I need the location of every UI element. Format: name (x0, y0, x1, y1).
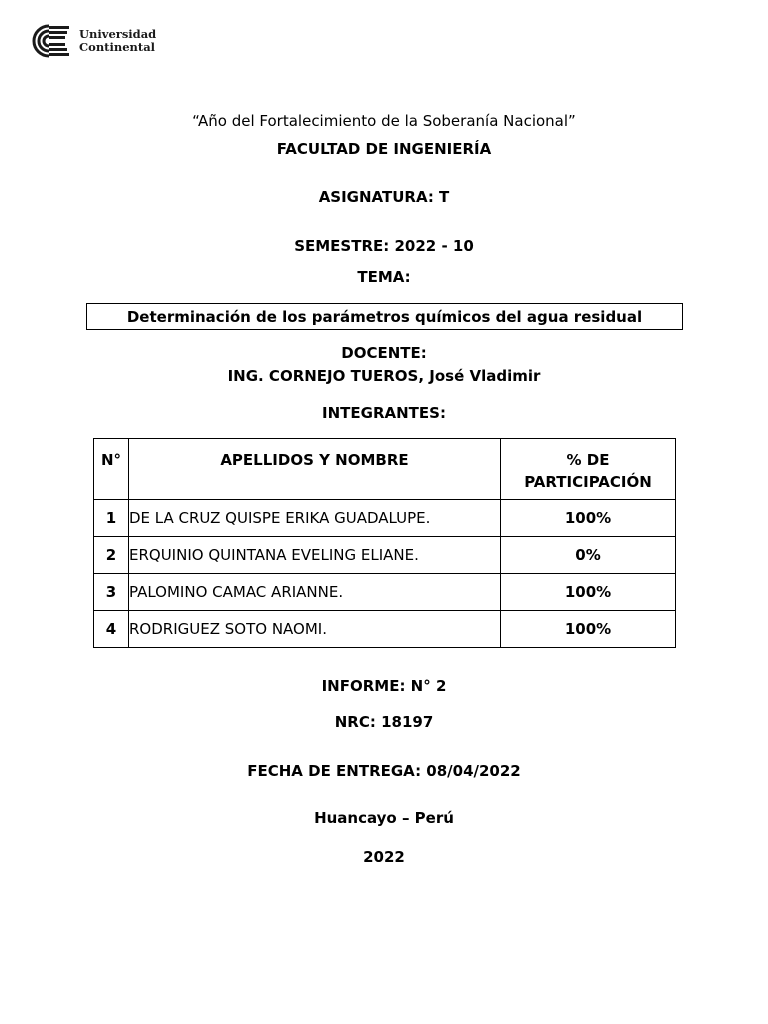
year-line: 2022 (363, 848, 405, 866)
member-name: DE LA CRUZ QUISPE ERIKA GUADALUPE. (129, 500, 501, 537)
column-header-participation-line1: % DE (566, 451, 610, 469)
report-number: INFORME: N° 2 (321, 677, 447, 695)
members-table (93, 438, 676, 648)
logo-line-1: Universidad (79, 27, 157, 41)
teacher-label: DOCENTE: (341, 344, 427, 362)
column-header-participation (501, 439, 676, 500)
topic-title: Determinación de los parámetros químicos del agua residual (126, 307, 643, 326)
logo-line-2: Continental (79, 40, 156, 54)
member-name: RODRIGUEZ SOTO NAOMI. (129, 611, 501, 648)
participation-percent: 100% (501, 611, 676, 648)
column-header-participation-line2: PARTICIPACIÓN (524, 473, 652, 491)
table-row (94, 500, 676, 537)
place-line: Huancayo – Perú (314, 809, 454, 827)
subject-line: ASIGNATURA: T (318, 188, 450, 206)
logo-wordmark (79, 28, 156, 54)
participation-percent: 0% (501, 537, 676, 574)
row-number: 1 (94, 500, 129, 537)
participation-percent: 100% (501, 574, 676, 611)
row-number: 3 (94, 574, 129, 611)
member-name: PALOMINO CAMAC ARIANNE. (129, 574, 501, 611)
year-motto: “Año del Fortalecimiento de la Soberanía Nacional” (192, 112, 576, 130)
member-name: ERQUINIO QUINTANA EVELING ELIANE. (129, 537, 501, 574)
delivery-date: FECHA DE ENTREGA: 08/04/2022 (247, 762, 521, 780)
table-row (94, 537, 676, 574)
row-number: 2 (94, 537, 129, 574)
faculty-title: FACULTAD DE INGENIERÍA (276, 140, 492, 158)
column-header-number: N° (94, 439, 129, 500)
semester-line: SEMESTRE: 2022 - 10 (294, 237, 474, 255)
topic-label: TEMA: (357, 268, 411, 286)
table-row (94, 574, 676, 611)
university-logo (27, 24, 156, 58)
table-header-row (94, 439, 676, 500)
column-header-name: APELLIDOS Y NOMBRE (129, 439, 501, 500)
universidad-continental-logo-icon (27, 24, 71, 58)
table-row (94, 611, 676, 648)
topic-box (86, 303, 683, 330)
teacher-name: ING. CORNEJO TUEROS, José Vladimir (227, 367, 541, 385)
members-label: INTEGRANTES: (322, 404, 446, 422)
row-number: 4 (94, 611, 129, 648)
nrc-line: NRC: 18197 (334, 713, 434, 731)
participation-percent: 100% (501, 500, 676, 537)
